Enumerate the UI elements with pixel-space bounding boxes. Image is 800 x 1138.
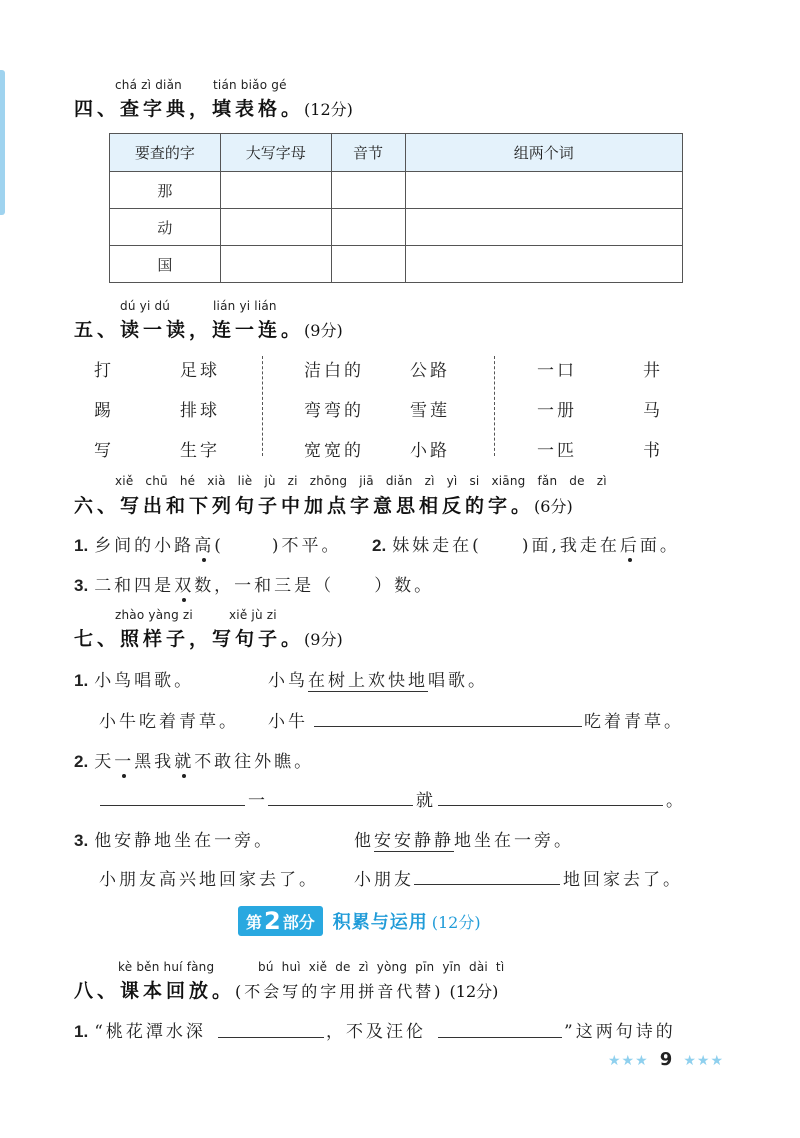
s7-q1-example [268,666,488,692]
part2-score: (12分) [431,912,481,932]
s8-q1-part-a [74,1017,206,1042]
table-cell-char: 国 [110,246,221,283]
s7-q3-answer-end: 地回家去了。 [563,870,683,890]
footer-stars-right: ★★★ [683,1053,725,1069]
section4-pinyin-b: tián biǎo gé [213,78,287,92]
s6-q2-text-b: )面,我走在 [521,536,620,556]
section8-pinyin-a: kè běn huí fàng [118,960,215,974]
s7-q2-blank-1[interactable] [100,805,245,806]
page-edge-tab [0,70,5,215]
section5-pinyin-a: dú yi dú [120,299,171,313]
part2-title: 积累与运用 [332,912,428,933]
s6-q1-number: 1. [74,536,89,555]
s7-q3-example-b: 地坐在一旁。 [454,831,574,851]
section6-heading-text: 六、写出和下列句子中加点字意思相反的字。 [74,495,535,517]
table-cell-words[interactable] [405,209,683,246]
match-g2-left-1[interactable]: 洁白的 [304,361,364,381]
s6-question-2 [372,531,680,556]
table-cell-syllable[interactable] [331,246,405,283]
part2-badge [238,906,323,936]
s7-q2-dotted-2: 就 [174,747,194,772]
s7-q2-word-1: 一 [248,791,268,811]
table-cell-capital[interactable] [220,172,331,209]
s7-q3-source [74,826,274,851]
s6-q3-dotted-char: 双 [174,571,194,596]
table-header-syllable: 音节 [331,134,405,172]
part2-badge-number: 2 [264,907,281,935]
s6-question-3 [74,571,434,596]
table-cell-char: 那 [110,172,221,209]
table-cell-syllable[interactable] [331,209,405,246]
s8-q1-blank-1[interactable] [218,1037,324,1038]
s6-q2-number: 2. [372,536,387,555]
s7-q3-example [354,826,574,852]
table-cell-char: 动 [110,209,221,246]
s8-q1-text-c: ”这两句诗的 [564,1022,676,1042]
s6-q3-text-b: 数，一和三是（ [194,576,335,596]
s7-q1-source [74,666,194,691]
s7-q2-number: 2. [74,752,89,771]
match-g1-left-3[interactable]: 写 [94,441,114,461]
s7-q1-example-underlined: 在树上欢快地 [308,666,428,692]
match-divider-1 [262,356,263,456]
s8-q1-blank-2[interactable] [438,1037,562,1038]
part2-banner [238,906,481,936]
s6-q3-text-c: ）数。 [374,576,435,596]
s7-q2-blank-3[interactable] [438,805,663,806]
section6-heading [74,491,573,518]
s6-q2-dotted-char: 后 [620,531,640,556]
match-g1-right-1[interactable]: 足球 [180,361,220,381]
s7-q2-text-b: 黑我 [134,752,175,772]
section4-score: (12分) [304,100,353,119]
s7-q2-text-a: 天 [94,752,115,772]
section5-score: (9分) [304,321,343,340]
s7-q3-number: 3. [74,831,89,850]
section6-pinyin: xiě chū hé xià liè jù zi zhōng jiā diǎn zì yì si xiāng fǎn de zì [115,474,607,488]
s6-q2-text-c: 面。 [639,536,680,556]
match-g1-left-2[interactable]: 踢 [94,401,114,421]
match-g2-left-2[interactable]: 弯弯的 [304,401,364,421]
table-row [110,209,683,246]
s7-q1-example-b: 唱歌。 [428,671,488,691]
section5-heading [74,315,343,342]
s7-q2-dotted-1: 一 [114,747,134,772]
match-g3-left-3[interactable]: 一匹 [537,441,577,461]
s8-q1-text-b: ，不及汪伦 [326,1022,426,1042]
s6-q1-text-a: 乡间的小路 [94,536,195,556]
section5-pinyin-b: lián yi lián [213,299,277,313]
section6-score: (6分) [534,497,573,516]
match-g3-left-2[interactable]: 一册 [537,401,577,421]
section8-note: (不会写的字用拼音代替) [235,982,444,1001]
s7-q3-example-underlined: 安安静静 [374,826,454,852]
section5-heading-text: 五、读一读，连一连。 [74,319,305,341]
s7-q1-number: 1. [74,671,89,690]
s6-q1-text-c: )不平。 [271,536,342,556]
match-g3-right-3[interactable]: 书 [643,441,663,461]
match-g2-left-3[interactable]: 宽宽的 [304,441,364,461]
section7-score: (9分) [304,630,343,649]
s8-q1-number: 1. [74,1022,89,1041]
table-header-char: 要查的字 [110,134,221,172]
section8-heading-text: 八、课本回放。 [74,980,236,1002]
s7-q3-task: 小朋友高兴地回家去了。 [99,870,319,890]
s7-q1-task: 小牛吃着青草。 [99,712,239,732]
table-cell-capital[interactable] [220,209,331,246]
match-g1-left-1[interactable]: 打 [94,361,114,381]
table-header-words: 组两个词 [405,134,683,172]
s6-q3-text-a: 二和四是 [94,576,175,596]
s7-q1-example-a: 小鸟 [268,671,308,691]
s7-q2-end-mark: 。 [666,791,686,811]
section7-pinyin-b: xiě jù zi [229,608,277,622]
match-g2-right-1[interactable]: 公路 [410,361,450,381]
match-g2-right-3[interactable]: 小路 [410,441,450,461]
s7-q1-source-text: 小鸟唱歌。 [94,671,195,691]
match-g1-right-3[interactable]: 生字 [180,441,220,461]
s7-q2-source [74,747,314,772]
section8-pinyin-b: bú huì xiě de zì yòng pīn yīn dài tì [258,960,505,974]
match-g3-right-2[interactable]: 马 [643,401,663,421]
table-cell-words[interactable] [405,172,683,209]
s6-q3-number: 3. [74,576,89,595]
part2-badge-post: 部分 [282,912,315,932]
table-row [110,246,683,283]
dictionary-table [109,133,683,283]
table-cell-syllable[interactable] [331,172,405,209]
section8-heading [74,976,498,1003]
section8-score: (12分) [449,982,499,1001]
s6-q1-dotted-char: 高 [194,531,214,556]
s7-q1-answer-start: 小牛 [268,712,308,732]
s7-q1-answer-end: 吃着青草。 [584,712,684,732]
section4-heading-text: 四、查字典，填表格。 [74,98,305,120]
footer-page-indicator [608,1049,724,1070]
table-header-capital: 大写字母 [220,134,331,172]
s7-q2-word-2: 就 [416,791,436,811]
s7-q3-answer-line[interactable] [414,884,560,885]
footer-stars-left: ★★★ [608,1053,649,1069]
match-g1-right-2[interactable]: 排球 [180,401,220,421]
match-g3-right-1[interactable]: 井 [643,361,663,381]
s7-q3-source-text: 他安静地坐在一旁。 [94,831,275,851]
match-g2-right-2[interactable]: 雪莲 [410,401,450,421]
match-g3-left-1[interactable]: 一口 [537,361,577,381]
section4-pinyin-a: chá zì diǎn [115,78,182,92]
section7-pinyin-a: zhào yàng zi [115,608,193,622]
s6-q2-text-a: 妹妹走在( [392,536,482,556]
s7-q1-answer-line[interactable] [314,726,582,727]
match-divider-2 [494,356,495,456]
s8-q1-text-a: “桃花潭水深 [94,1022,206,1042]
table-cell-capital[interactable] [220,246,331,283]
table-header-row [110,134,683,172]
s7-q2-text-c: 不敢往外瞧。 [194,752,315,772]
s7-q2-blank-2[interactable] [268,805,413,806]
s6-q1-text-b: ( [214,536,224,556]
page-number: 9 [659,1049,673,1070]
section4-heading [74,94,353,121]
s6-question-1 [74,531,341,556]
part2-badge-pre: 第 [246,912,263,932]
table-cell-words[interactable] [405,246,683,283]
table-row [110,172,683,209]
s7-q3-example-a: 他 [354,831,374,851]
section7-heading-text: 七、照样子，写句子。 [74,628,305,650]
section7-heading [74,624,343,651]
s7-q3-answer-start: 小朋友 [354,870,414,890]
